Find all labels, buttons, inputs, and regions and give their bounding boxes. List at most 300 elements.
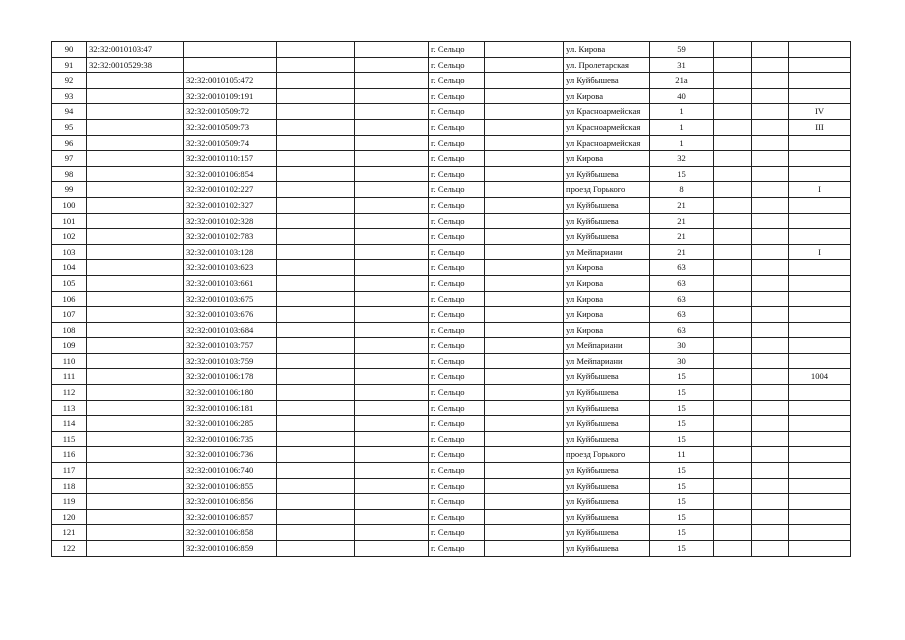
cadastral-number-1 xyxy=(87,291,184,307)
empty-cell xyxy=(277,322,355,338)
empty-cell xyxy=(485,322,564,338)
cadastral-number-2: 32:32:0010106:857 xyxy=(184,509,277,525)
house-number: 21 xyxy=(650,197,714,213)
empty-cell xyxy=(714,151,752,167)
empty-cell xyxy=(714,73,752,89)
empty-cell xyxy=(277,494,355,510)
empty-cell xyxy=(277,88,355,104)
city-cell: г. Сельцо xyxy=(429,525,485,541)
empty-cell xyxy=(485,275,564,291)
empty-cell xyxy=(355,73,429,89)
row-number: 105 xyxy=(52,275,87,291)
house-number: 15 xyxy=(650,494,714,510)
cadastral-number-2: 32:32:0010106:740 xyxy=(184,463,277,479)
empty-cell xyxy=(277,431,355,447)
empty-cell xyxy=(277,104,355,120)
empty-cell xyxy=(355,260,429,276)
table-row xyxy=(52,260,851,276)
note-cell xyxy=(789,385,851,401)
street-cell: ул Мейпариани xyxy=(564,353,650,369)
cadastral-number-1 xyxy=(87,369,184,385)
cadastral-number-2 xyxy=(184,42,277,58)
city-cell: г. Сельцо xyxy=(429,104,485,120)
note-cell xyxy=(789,525,851,541)
house-number: 63 xyxy=(650,260,714,276)
row-number: 96 xyxy=(52,135,87,151)
street-cell: ул Кирова xyxy=(564,151,650,167)
empty-cell xyxy=(485,119,564,135)
row-number: 97 xyxy=(52,151,87,167)
cadastral-number-1 xyxy=(87,338,184,354)
row-number: 91 xyxy=(52,57,87,73)
note-cell: I xyxy=(789,182,851,198)
cadastral-number-1 xyxy=(87,478,184,494)
empty-cell xyxy=(277,119,355,135)
empty-cell xyxy=(752,229,789,245)
street-cell: ул Кирова xyxy=(564,275,650,291)
empty-cell xyxy=(485,447,564,463)
empty-cell xyxy=(485,151,564,167)
cadastral-number-1 xyxy=(87,213,184,229)
street-cell: ул Красноармейская xyxy=(564,135,650,151)
note-cell: III xyxy=(789,119,851,135)
note-cell: I xyxy=(789,244,851,260)
empty-cell xyxy=(714,322,752,338)
empty-cell xyxy=(485,353,564,369)
table-row xyxy=(52,494,851,510)
row-number: 94 xyxy=(52,104,87,120)
street-cell: ул Красноармейская xyxy=(564,119,650,135)
empty-cell xyxy=(714,525,752,541)
note-cell xyxy=(789,338,851,354)
city-cell: г. Сельцо xyxy=(429,88,485,104)
street-cell: ул Куйбышева xyxy=(564,385,650,401)
house-number: 8 xyxy=(650,182,714,198)
empty-cell xyxy=(277,73,355,89)
street-cell: ул Куйбышева xyxy=(564,166,650,182)
table-row xyxy=(52,353,851,369)
empty-cell xyxy=(714,307,752,323)
empty-cell xyxy=(355,338,429,354)
house-number: 32 xyxy=(650,151,714,167)
row-number: 102 xyxy=(52,229,87,245)
note-cell xyxy=(789,42,851,58)
empty-cell xyxy=(714,119,752,135)
note-cell xyxy=(789,353,851,369)
empty-cell xyxy=(277,135,355,151)
row-number: 112 xyxy=(52,385,87,401)
table-row xyxy=(52,416,851,432)
city-cell: г. Сельцо xyxy=(429,385,485,401)
row-number: 103 xyxy=(52,244,87,260)
row-number: 104 xyxy=(52,260,87,276)
note-cell xyxy=(789,509,851,525)
street-cell: ул Куйбышева xyxy=(564,73,650,89)
note-cell xyxy=(789,463,851,479)
row-number: 117 xyxy=(52,463,87,479)
cadastral-number-2: 32:32:0010106:285 xyxy=(184,416,277,432)
empty-cell xyxy=(485,541,564,557)
empty-cell xyxy=(355,322,429,338)
empty-cell xyxy=(355,244,429,260)
note-cell xyxy=(789,478,851,494)
empty-cell xyxy=(752,385,789,401)
cadastral-number-2: 32:32:0010106:854 xyxy=(184,166,277,182)
city-cell: г. Сельцо xyxy=(429,260,485,276)
street-cell: ул Куйбышева xyxy=(564,509,650,525)
empty-cell xyxy=(277,182,355,198)
table-row xyxy=(52,525,851,541)
cadastral-number-2: 32:32:0010509:74 xyxy=(184,135,277,151)
empty-cell xyxy=(485,291,564,307)
empty-cell xyxy=(485,307,564,323)
cadastral-number-2 xyxy=(184,57,277,73)
empty-cell xyxy=(714,275,752,291)
cadastral-number-1 xyxy=(87,400,184,416)
table-row xyxy=(52,463,851,479)
city-cell: г. Сельцо xyxy=(429,447,485,463)
empty-cell xyxy=(714,182,752,198)
empty-cell xyxy=(714,509,752,525)
empty-cell xyxy=(752,353,789,369)
cadastral-number-2: 32:32:0010102:328 xyxy=(184,213,277,229)
house-number: 30 xyxy=(650,353,714,369)
empty-cell xyxy=(277,291,355,307)
table-row xyxy=(52,447,851,463)
table-row xyxy=(52,291,851,307)
empty-cell xyxy=(355,400,429,416)
cadastral-number-1 xyxy=(87,447,184,463)
row-number: 118 xyxy=(52,478,87,494)
street-cell: ул Куйбышева xyxy=(564,213,650,229)
empty-cell xyxy=(752,322,789,338)
empty-cell xyxy=(485,525,564,541)
empty-cell xyxy=(485,494,564,510)
city-cell: г. Сельцо xyxy=(429,135,485,151)
empty-cell xyxy=(277,385,355,401)
empty-cell xyxy=(485,88,564,104)
empty-cell xyxy=(752,119,789,135)
empty-cell xyxy=(277,478,355,494)
table-row xyxy=(52,338,851,354)
empty-cell xyxy=(752,541,789,557)
cadastral-number-1 xyxy=(87,541,184,557)
street-cell: ул Мейпариани xyxy=(564,338,650,354)
street-cell: ул Куйбышева xyxy=(564,525,650,541)
table-row xyxy=(52,400,851,416)
row-number: 98 xyxy=(52,166,87,182)
city-cell: г. Сельцо xyxy=(429,151,485,167)
house-number: 21а xyxy=(650,73,714,89)
empty-cell xyxy=(752,151,789,167)
cadastral-number-2: 32:32:0010509:72 xyxy=(184,104,277,120)
city-cell: г. Сельцо xyxy=(429,182,485,198)
street-cell: ул Мейпариани xyxy=(564,244,650,260)
city-cell: г. Сельцо xyxy=(429,119,485,135)
cadastral-number-1 xyxy=(87,104,184,120)
street-cell: ул Кирова xyxy=(564,322,650,338)
empty-cell xyxy=(752,88,789,104)
empty-cell xyxy=(355,494,429,510)
empty-cell xyxy=(752,416,789,432)
cadastral-number-1 xyxy=(87,135,184,151)
note-cell xyxy=(789,260,851,276)
house-number: 21 xyxy=(650,229,714,245)
street-cell: ул Куйбышева xyxy=(564,431,650,447)
cadastral-number-1 xyxy=(87,416,184,432)
empty-cell xyxy=(355,447,429,463)
note-cell xyxy=(789,197,851,213)
cadastral-number-1 xyxy=(87,494,184,510)
note-cell: IV xyxy=(789,104,851,120)
city-cell: г. Сельцо xyxy=(429,431,485,447)
note-cell xyxy=(789,322,851,338)
empty-cell xyxy=(485,42,564,58)
empty-cell xyxy=(355,478,429,494)
note-cell xyxy=(789,307,851,323)
table-row xyxy=(52,229,851,245)
empty-cell xyxy=(714,478,752,494)
table-row xyxy=(52,541,851,557)
row-number: 108 xyxy=(52,322,87,338)
empty-cell xyxy=(277,42,355,58)
row-number: 113 xyxy=(52,400,87,416)
cadastral-number-2: 32:32:0010106:858 xyxy=(184,525,277,541)
empty-cell xyxy=(714,400,752,416)
empty-cell xyxy=(752,135,789,151)
table-row xyxy=(52,57,851,73)
empty-cell xyxy=(277,229,355,245)
empty-cell xyxy=(355,353,429,369)
cadastral-number-1 xyxy=(87,151,184,167)
cadastral-number-1 xyxy=(87,182,184,198)
note-cell xyxy=(789,447,851,463)
house-number: 11 xyxy=(650,447,714,463)
cadastral-number-2: 32:32:0010103:757 xyxy=(184,338,277,354)
empty-cell xyxy=(714,197,752,213)
empty-cell xyxy=(714,416,752,432)
cadastral-number-2: 32:32:0010106:180 xyxy=(184,385,277,401)
empty-cell xyxy=(752,369,789,385)
empty-cell xyxy=(714,291,752,307)
cadastral-number-2: 32:32:0010106:855 xyxy=(184,478,277,494)
empty-cell xyxy=(714,244,752,260)
empty-cell xyxy=(752,57,789,73)
empty-cell xyxy=(277,307,355,323)
house-number: 1 xyxy=(650,119,714,135)
street-cell: ул Куйбышева xyxy=(564,541,650,557)
table-row xyxy=(52,509,851,525)
row-number: 110 xyxy=(52,353,87,369)
cadastral-number-2: 32:32:0010105:472 xyxy=(184,73,277,89)
cadastral-number-2: 32:32:0010106:178 xyxy=(184,369,277,385)
cadastral-number-1 xyxy=(87,166,184,182)
empty-cell xyxy=(355,369,429,385)
empty-cell xyxy=(277,244,355,260)
empty-cell xyxy=(752,400,789,416)
house-number: 63 xyxy=(650,322,714,338)
empty-cell xyxy=(485,213,564,229)
city-cell: г. Сельцо xyxy=(429,166,485,182)
empty-cell xyxy=(485,338,564,354)
note-cell xyxy=(789,431,851,447)
cadastral-number-1 xyxy=(87,260,184,276)
city-cell: г. Сельцо xyxy=(429,322,485,338)
document-page xyxy=(51,41,851,557)
street-cell: ул Куйбышева xyxy=(564,197,650,213)
table-row xyxy=(52,42,851,58)
table-row xyxy=(52,431,851,447)
cadastral-number-1 xyxy=(87,463,184,479)
empty-cell xyxy=(752,244,789,260)
empty-cell xyxy=(714,353,752,369)
table-row xyxy=(52,88,851,104)
cadastral-number-2: 32:32:0010106:859 xyxy=(184,541,277,557)
note-cell xyxy=(789,275,851,291)
house-number: 40 xyxy=(650,88,714,104)
row-number: 109 xyxy=(52,338,87,354)
street-cell: проезд Горького xyxy=(564,447,650,463)
empty-cell xyxy=(355,119,429,135)
street-cell: ул Куйбышева xyxy=(564,416,650,432)
note-cell xyxy=(789,541,851,557)
empty-cell xyxy=(355,307,429,323)
city-cell: г. Сельцо xyxy=(429,244,485,260)
empty-cell xyxy=(485,182,564,198)
row-number: 99 xyxy=(52,182,87,198)
house-number: 15 xyxy=(650,369,714,385)
row-number: 90 xyxy=(52,42,87,58)
city-cell: г. Сельцо xyxy=(429,541,485,557)
house-number: 59 xyxy=(650,42,714,58)
cadastral-number-2: 32:32:0010106:735 xyxy=(184,431,277,447)
empty-cell xyxy=(714,213,752,229)
table-row xyxy=(52,135,851,151)
house-number: 15 xyxy=(650,541,714,557)
empty-cell xyxy=(485,104,564,120)
row-number: 119 xyxy=(52,494,87,510)
empty-cell xyxy=(277,57,355,73)
house-number: 15 xyxy=(650,509,714,525)
table-row xyxy=(52,104,851,120)
cadastral-number-1: 32:32:0010103:47 xyxy=(87,42,184,58)
city-cell: г. Сельцо xyxy=(429,291,485,307)
row-number: 93 xyxy=(52,88,87,104)
empty-cell xyxy=(485,229,564,245)
empty-cell xyxy=(752,338,789,354)
empty-cell xyxy=(752,166,789,182)
empty-cell xyxy=(714,447,752,463)
cadastral-number-2: 32:32:0010110:157 xyxy=(184,151,277,167)
cadastral-number-2: 32:32:0010103:623 xyxy=(184,260,277,276)
street-cell: ул Куйбышева xyxy=(564,463,650,479)
row-number: 101 xyxy=(52,213,87,229)
street-cell: ул Куйбышева xyxy=(564,369,650,385)
empty-cell xyxy=(355,42,429,58)
table-row xyxy=(52,385,851,401)
empty-cell xyxy=(277,213,355,229)
row-number: 100 xyxy=(52,197,87,213)
street-cell: ул Куйбышева xyxy=(564,229,650,245)
house-number: 63 xyxy=(650,291,714,307)
house-number: 15 xyxy=(650,416,714,432)
row-number: 106 xyxy=(52,291,87,307)
city-cell: г. Сельцо xyxy=(429,57,485,73)
note-cell xyxy=(789,135,851,151)
empty-cell xyxy=(752,291,789,307)
cadastral-number-2: 32:32:0010102:327 xyxy=(184,197,277,213)
street-cell: ул. Кирова xyxy=(564,42,650,58)
empty-cell xyxy=(714,385,752,401)
table-row xyxy=(52,182,851,198)
cadastral-number-2: 32:32:0010109:191 xyxy=(184,88,277,104)
empty-cell xyxy=(714,135,752,151)
cadastral-number-1 xyxy=(87,244,184,260)
empty-cell xyxy=(355,57,429,73)
empty-cell xyxy=(752,525,789,541)
empty-cell xyxy=(752,494,789,510)
cadastral-number-2: 32:32:0010103:676 xyxy=(184,307,277,323)
empty-cell xyxy=(355,213,429,229)
table-row xyxy=(52,213,851,229)
empty-cell xyxy=(752,275,789,291)
city-cell: г. Сельцо xyxy=(429,338,485,354)
empty-cell xyxy=(355,463,429,479)
cadastral-number-1 xyxy=(87,307,184,323)
empty-cell xyxy=(277,509,355,525)
empty-cell xyxy=(752,447,789,463)
empty-cell xyxy=(752,307,789,323)
empty-cell xyxy=(714,369,752,385)
empty-cell xyxy=(355,104,429,120)
empty-cell xyxy=(277,151,355,167)
house-number: 30 xyxy=(650,338,714,354)
empty-cell xyxy=(277,541,355,557)
note-cell xyxy=(789,494,851,510)
street-cell: проезд Горького xyxy=(564,182,650,198)
house-number: 15 xyxy=(650,525,714,541)
empty-cell xyxy=(355,275,429,291)
empty-cell xyxy=(714,229,752,245)
city-cell: г. Сельцо xyxy=(429,400,485,416)
empty-cell xyxy=(355,385,429,401)
empty-cell xyxy=(485,73,564,89)
table-row xyxy=(52,307,851,323)
cadastral-number-1 xyxy=(87,275,184,291)
cadastral-number-1: 32:32:0010529:38 xyxy=(87,57,184,73)
empty-cell xyxy=(752,213,789,229)
table-row xyxy=(52,322,851,338)
table-row xyxy=(52,197,851,213)
city-cell: г. Сельцо xyxy=(429,213,485,229)
city-cell: г. Сельцо xyxy=(429,509,485,525)
empty-cell xyxy=(277,463,355,479)
house-number: 15 xyxy=(650,463,714,479)
house-number: 15 xyxy=(650,478,714,494)
note-cell xyxy=(789,213,851,229)
empty-cell xyxy=(752,42,789,58)
empty-cell xyxy=(714,541,752,557)
row-number: 122 xyxy=(52,541,87,557)
empty-cell xyxy=(485,400,564,416)
street-cell: ул Красноармейская xyxy=(564,104,650,120)
empty-cell xyxy=(752,463,789,479)
cadastral-number-2: 32:32:0010103:684 xyxy=(184,322,277,338)
city-cell: г. Сельцо xyxy=(429,494,485,510)
note-cell xyxy=(789,416,851,432)
empty-cell xyxy=(355,416,429,432)
cadastral-number-1 xyxy=(87,73,184,89)
